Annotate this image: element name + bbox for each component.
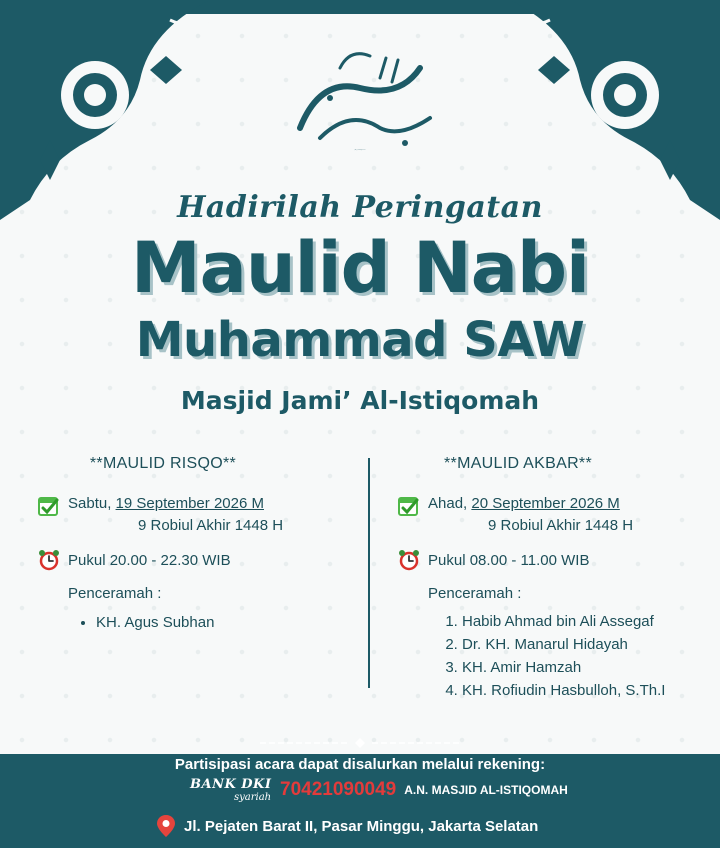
event-time: Pukul 08.00 - 11.00 WIB — [428, 551, 590, 569]
donation-text: Partisipasi acara dapat disalurkan melalui rekening: — [174, 756, 546, 773]
invite-text: Hadirilah Peringatan — [177, 190, 543, 225]
alarm-clock-icon — [398, 549, 420, 571]
event-maulid-risqo — [38, 455, 348, 633]
calligraphy-text: مُحَمَّد صَلَّى اللّٰهُ عَلَيْهِ وَسَلَّمَ — [354, 150, 366, 151]
speaker-item: 4. KH. Rofiudin Hasbulloh, S.Th.I — [462, 679, 708, 702]
calendar-check-icon — [398, 495, 420, 517]
event-day: Ahad, — [428, 495, 468, 512]
title-line-2: Muhammad SAW — [135, 312, 585, 368]
event-hijri-date: 9 Robiul Akhir 1448 H — [488, 517, 634, 534]
account-name: A.N. MASJID AL-ISTIQOMAH — [404, 783, 568, 797]
bank-logo — [190, 775, 272, 805]
bank-sub: syariah — [234, 792, 272, 803]
mosque-name: Masjid Jami’ Al-Istiqomah — [180, 386, 540, 415]
address-text: Jl. Pejaten Barat II, Pasar Minggu, Jakarta Selatan — [184, 817, 539, 835]
speaker-list — [398, 610, 708, 702]
speaker-list — [38, 612, 348, 633]
footer-separator — [230, 738, 490, 748]
speaker-item: • KH. Agus Subhan — [96, 612, 348, 633]
event-title: **MAULID RISQO** — [89, 455, 237, 472]
event-time-row — [38, 549, 348, 571]
event-hijri-date: 9 Robiul Akhir 1448 H — [138, 517, 284, 534]
speaker-label: Penceramah : — [428, 585, 522, 602]
event-maulid-akbar — [398, 455, 708, 702]
address-row — [156, 814, 538, 838]
muhammad-calligraphy — [280, 38, 440, 158]
location-pin-icon — [156, 814, 176, 838]
speaker-item: 3. KH. Amir Hamzah — [462, 656, 708, 679]
event-day: Sabtu, — [68, 495, 112, 512]
column-divider — [368, 458, 370, 688]
account-number: 70421090049 — [280, 779, 397, 800]
speaker-label: Penceramah : — [68, 585, 162, 602]
corner-ornament-right — [500, 0, 720, 220]
event-time: Pukul 20.00 - 22.30 WIB — [68, 551, 231, 569]
speaker-item: 1. Habib Ahmad bin Ali Assegaf — [462, 610, 708, 633]
calendar-check-icon — [38, 495, 60, 517]
event-date: 20 September 2026 M — [471, 495, 620, 512]
event-date: 19 September 2026 M — [115, 495, 264, 512]
event-date-row — [398, 495, 708, 517]
corner-ornament-left — [0, 0, 220, 220]
alarm-clock-icon — [38, 549, 60, 571]
event-date-row — [38, 495, 348, 517]
bank-account-row — [190, 775, 568, 805]
event-title: **MAULID AKBAR** — [444, 455, 592, 472]
title-line-1: Maulid Nabi — [130, 227, 590, 309]
bank-name: BANK DKI — [190, 777, 272, 792]
event-time-row — [398, 549, 708, 571]
speaker-item: 2. Dr. KH. Manarul Hidayah — [462, 633, 708, 656]
